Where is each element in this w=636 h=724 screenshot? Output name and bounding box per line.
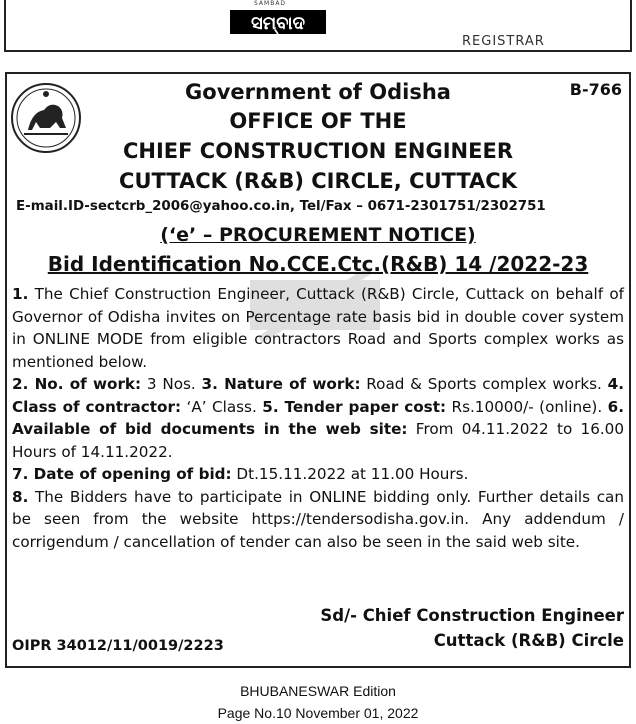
masthead-small-label: SAMBAD: [254, 0, 287, 7]
footer-page-date: Page No.10 November 01, 2022: [217, 705, 419, 721]
signature-office: Cuttack (R&B) Circle: [433, 631, 624, 650]
header-line-2: OFFICE OF THE: [229, 109, 407, 133]
bid-identification: Bid Identification No.CCE.Ctc.(R&B) 14 /2022-23: [47, 252, 589, 276]
procurement-title: (‘e’ – PROCUREMENT NOTICE): [160, 224, 476, 246]
signature: Sd/- Chief Construction Engineer: [320, 606, 624, 625]
header-line-3: CHIEF CONSTRUCTION ENGINEER: [122, 139, 513, 163]
para-2-value: 3 Nos.: [141, 375, 202, 393]
para-7-label: 7. Date of opening of bid:: [12, 465, 232, 483]
para-4-value: ‘A’ Class.: [181, 397, 263, 416]
para-2-label: 2. No. of work:: [12, 375, 142, 393]
para-3-label: 3. Nature of work:: [201, 375, 361, 393]
oipr-number: OIPR 34012/11/0019/2223: [12, 638, 224, 654]
para-1-number: 1.: [12, 285, 29, 303]
para-4-label: 4. Class of contractor:: [12, 375, 624, 416]
header-line-4: CUTTACK (R&B) CIRCLE, CUTTACK: [119, 169, 517, 193]
masthead-logo: [228, 2, 328, 38]
top-cut-text: REGISTRAR: [462, 34, 545, 49]
masthead-title: ସମ୍ବାଦ: [251, 13, 305, 34]
para-8-text: The Bidders have to participate in ONLINE bidding only. Further details can be seen from the website https://tendersodisha.gov.in. Any addendum / corrigendum / cancellation of tender can also be seen in the said web site.: [12, 487, 624, 551]
notice-body: [12, 283, 624, 553]
footer-edition: BHUBANESWAR Edition: [240, 683, 396, 699]
header-line-1: Government of Odisha: [185, 80, 451, 104]
para-7-value: Dt.15.11.2022 at 11.00 Hours.: [231, 465, 469, 483]
para-3-value: Road & Sports complex works.: [360, 375, 608, 393]
para-8-number: 8.: [12, 487, 29, 506]
contact-line: E-mail.ID-sectcrb_2006@yahoo.co.in, Tel/Fax – 0671-2301751/2302751: [16, 199, 546, 214]
para-6-label: 6. Available of bid documents in the web site:: [12, 397, 624, 438]
para-1-text: The Chief Construction Engineer, Cuttack (R&B) Circle, Cuttack on behalf of Governor of Odisha invites on Percentage rate basis bid in double cover system in ONLINE MODE from eligible contractors Road and Sports complex works as mentioned below.: [12, 285, 624, 371]
top-strip: [0, 0, 636, 60]
para-5-value: Rs.10000/- (online).: [446, 397, 608, 416]
para-5-label: 5. Tender paper cost:: [262, 397, 447, 416]
para-6-value: From 04.11.2022 to 16.00 Hours of 14.11.2022.: [12, 420, 625, 461]
notice-code: B-766: [569, 80, 622, 99]
